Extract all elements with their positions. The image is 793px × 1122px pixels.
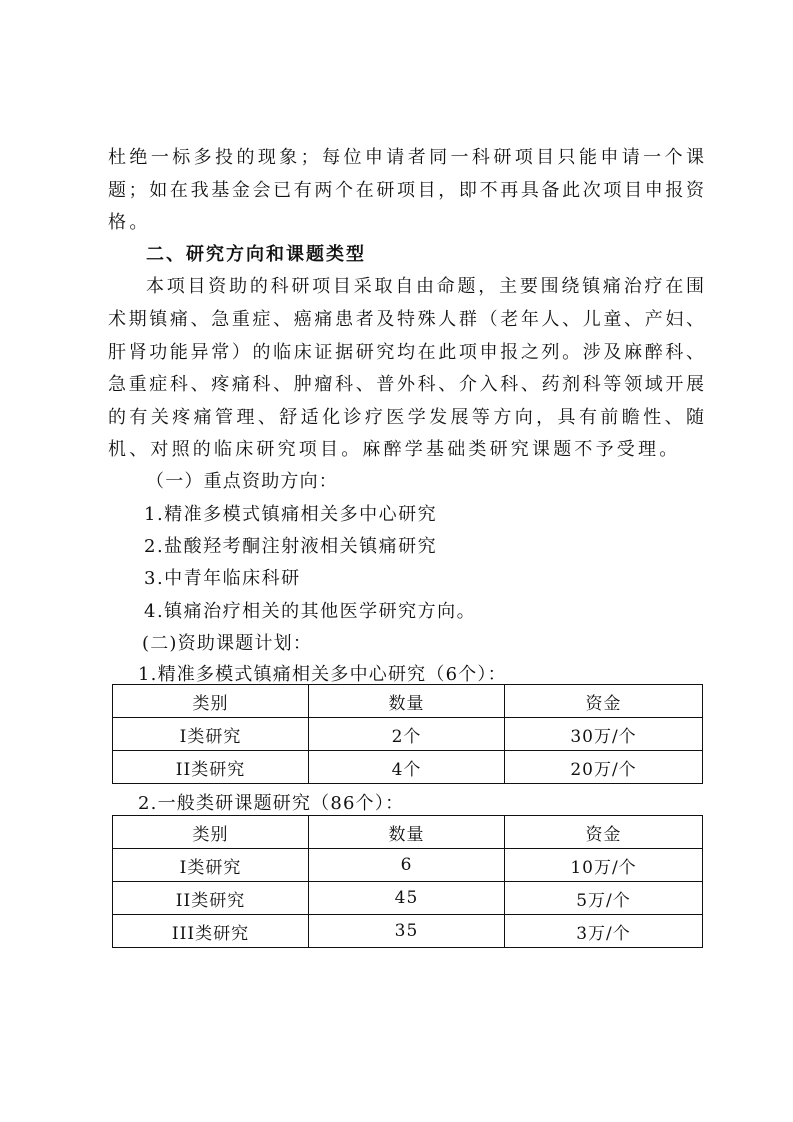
funding-table-multicenter [112,684,703,784]
table-row [113,849,703,882]
table-cell: 45 [309,882,505,915]
paragraph-intro-line-1: 杜绝一标多投的现象；每位申请者同一科研项目只能申请一个课 [108,147,704,168]
table-cell: II类研究 [113,751,309,784]
table-cell: II类研究 [113,882,309,915]
key-direction-item: 3.中青年临床科研 [144,568,301,589]
funding-table-general [112,815,703,948]
table-cell: 5万/个 [505,882,703,915]
paragraph-scope-line-4: 急重症科、疼痛科、肿瘤科、普外科、介入科、药剂科等领域开展 [108,374,704,395]
table-row [113,882,703,915]
key-direction-item: 2.盐酸羟考酮注射液相关镇痛研究 [144,536,438,557]
table-header-cell: 类别 [113,685,309,718]
table-cell: I类研究 [113,718,309,751]
paragraph-scope-line-1: 本项目资助的科研项目采取自由命题，主要围绕镇痛治疗在围 [146,276,704,297]
paragraph-scope-line-2: 术期镇痛、急重症、癌痛患者及特殊人群（老年人、儿童、产妇、 [108,309,704,330]
paragraph-scope-line-5: 的有关疼痛管理、舒适化诊疗医学发展等方向，具有前瞻性、随 [108,407,704,428]
table-header-cell: 类别 [113,816,309,849]
table-cell: 2个 [309,718,505,751]
table-cell: 4个 [309,751,505,784]
key-directions-title: （一）重点资助方向： [146,471,338,492]
table-cell: III类研究 [113,915,309,948]
key-direction-item: 4.镇痛治疗相关的其他医学研究方向。 [144,601,477,622]
paragraph-scope-line-3: 肝肾功能异常）的临床证据研究均在此项申报之列。涉及麻醉科、 [108,342,704,363]
table-cell: 10万/个 [505,849,703,882]
table-cell: I类研究 [113,849,309,882]
section-heading: 二、研究方向和课题类型 [146,244,366,265]
table-header-cell: 数量 [309,685,505,718]
table-header-cell: 数量 [309,816,505,849]
table-cell: 3万/个 [505,915,703,948]
table-cell: 30万/个 [505,718,703,751]
paragraph-intro-line-2: 题；如在我基金会已有两个在研项目，即不再具备此次项目申报资 [108,180,704,201]
plan-title: (二)资助课题计划： [142,633,313,654]
table-header-cell: 资金 [505,816,703,849]
paragraph-intro-line-3: 格。 [108,212,151,233]
table-header-row [113,685,703,718]
table-row [113,751,703,784]
table-row [113,915,703,948]
table1-caption: 1.精准多模式镇痛相关多中心研究（6个）： [138,664,507,685]
table2-caption: 2.一般类研课题研究（86个）： [138,793,405,814]
table-cell: 35 [309,915,505,948]
table-header-cell: 资金 [505,685,703,718]
key-direction-item: 1.精准多模式镇痛相关多中心研究 [144,504,438,525]
table-header-row [113,816,703,849]
table-cell: 20万/个 [505,751,703,784]
table-row [113,718,703,751]
table-cell: 6 [309,849,505,882]
paragraph-scope-line-6: 机、对照的临床研究项目。麻醉学基础类研究课题不予受理。 [108,439,681,460]
